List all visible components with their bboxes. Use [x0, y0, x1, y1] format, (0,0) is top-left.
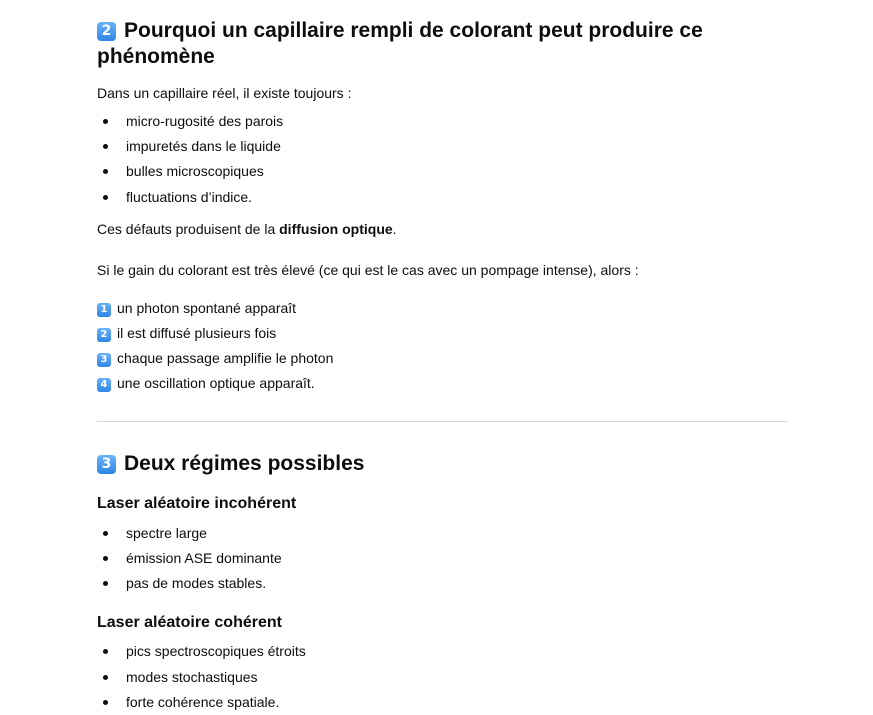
list-item: micro-rugosité des parois — [97, 112, 283, 137]
section-2-title-line1: 2 Pourquoi un capillaire rempli de colorant peut produire ce — [97, 18, 703, 44]
list-item: modes stochastiques — [97, 668, 306, 693]
section-2-title-line2: phénomène — [97, 45, 215, 68]
diffusion-text: Ces défauts produisent de la diffusion optique. — [97, 221, 397, 237]
list-item: pas de modes stables. — [97, 574, 282, 599]
step-item: 1 un photon spontané apparaît — [97, 299, 333, 324]
keycap-4-icon: 4 — [97, 378, 111, 392]
step-item: 2 il est diffusé plusieurs fois — [97, 324, 333, 349]
keycap-2-icon: 2 — [97, 328, 111, 342]
list-item: impuretés dans le liquide — [97, 137, 283, 162]
keycap-2-icon: 2 — [97, 22, 116, 41]
list-item: bulles microscopiques — [97, 162, 283, 188]
coherent-heading: Laser aléatoire cohérent — [97, 614, 282, 631]
coherent-list — [97, 642, 306, 713]
steps-list — [97, 299, 333, 399]
step-item: 3 chaque passage amplifie le photon — [97, 349, 333, 374]
intro-text: Dans un capillaire réel, il existe toujours : — [97, 85, 352, 101]
defects-list — [97, 112, 283, 213]
diffusion-bold: diffusion optique — [279, 221, 393, 237]
list-item: fluctuations d’indice. — [97, 188, 283, 213]
section-divider — [97, 421, 788, 422]
list-item: forte cohérence spatiale. — [97, 693, 306, 713]
list-item: pics spectroscopiques étroits — [97, 642, 306, 668]
list-item: émission ASE dominante — [97, 549, 282, 574]
section-3-heading: 3 Deux régimes possibles — [97, 451, 364, 477]
keycap-1-icon: 1 — [97, 303, 111, 317]
step-item: 4 une oscillation optique apparaît. — [97, 374, 333, 399]
list-item: spectre large — [97, 524, 282, 549]
section-2-heading — [97, 18, 703, 70]
keycap-3-icon: 3 — [97, 353, 111, 367]
incoherent-heading: Laser aléatoire incohérent — [97, 495, 297, 512]
keycap-3-icon: 3 — [97, 455, 116, 474]
incoherent-list — [97, 524, 282, 599]
gain-text: Si le gain du colorant est très élevé (ce qui est le cas avec un pompage intense), alors : — [97, 262, 639, 278]
